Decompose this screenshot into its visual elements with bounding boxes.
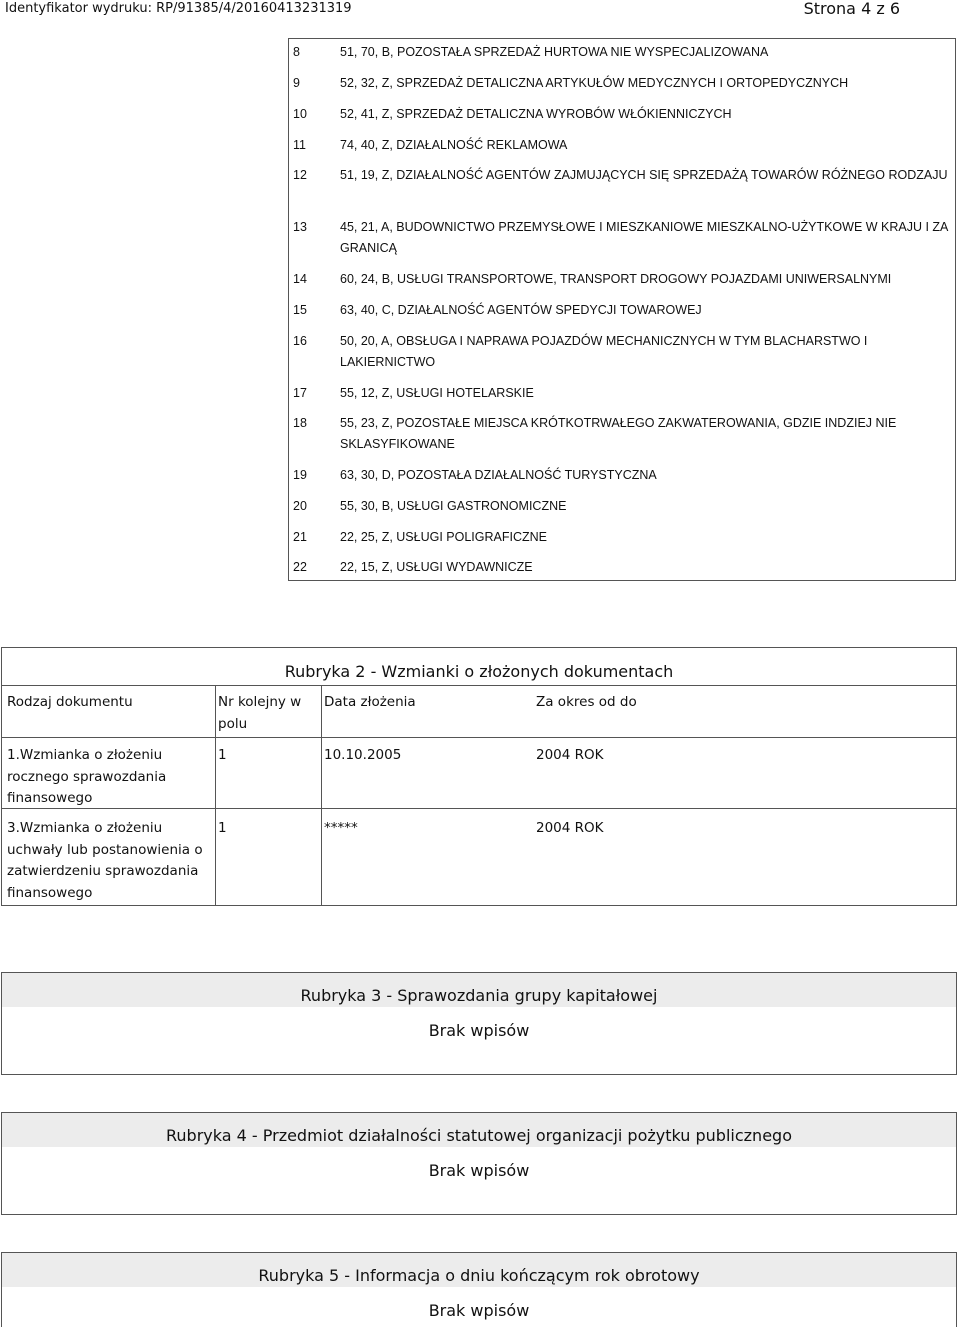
row-number: 22 xyxy=(293,560,307,574)
activity-table xyxy=(288,38,956,581)
activity-text: 45, 21, A, BUDOWNICTWO PRZEMYSŁOWE I MIESZKANIOWE MIESZKALNO-UŻYTKOWE W KRAJU I ZA GRANICĄ xyxy=(340,220,948,255)
page-header xyxy=(0,0,960,18)
empty-message: Brak wpisów xyxy=(428,1161,530,1180)
section-title: Rubryka 5 - Informacja o dniu kończącym rok obrotowy xyxy=(258,1266,700,1285)
section-title: Rubryka 2 - Wzmianki o złożonych dokumentach xyxy=(284,662,674,681)
activity-text: 52, 32, Z, SPRZEDAŻ DETALICZNA ARTYKUŁÓW MEDYCZNYCH I ORTOPEDYCZNYCH xyxy=(340,76,849,90)
row-number: 14 xyxy=(293,272,307,286)
period: 2004 ROK xyxy=(536,747,604,763)
activity-text: 22, 15, Z, USŁUGI WYDAWNICZE xyxy=(340,560,533,574)
page-number: Strona 4 z 6 xyxy=(803,0,900,18)
row-number: 12 xyxy=(293,168,307,182)
row-number: 21 xyxy=(293,530,307,544)
divider xyxy=(2,737,956,738)
divider xyxy=(321,685,322,905)
submission-date: ***** xyxy=(324,820,358,836)
activity-text: 63, 40, C, DZIAŁALNOŚĆ AGENTÓW SPEDYCJI TOWAROWEJ xyxy=(340,303,702,317)
activity-text: 51, 19, Z, DZIAŁALNOŚĆ AGENTÓW ZAJMUJĄCYCH SIĘ SPRZEDAŻĄ TOWARÓW RÓŻNEGO RODZAJU xyxy=(340,168,948,182)
section-rubryka-5 xyxy=(1,1252,957,1327)
activity-text: 74, 40, Z, DZIAŁALNOŚĆ REKLAMOWA xyxy=(340,138,568,152)
activity-text: 22, 25, Z, USŁUGI POLIGRAFICZNE xyxy=(340,530,548,544)
column-header-doc-type: Rodzaj dokumentu xyxy=(7,694,133,710)
activity-text: 55, 23, Z, POZOSTAŁE MIEJSCA KRÓTKOTRWAŁEGO ZAKWATEROWANIA, GDZIE INDZIEJ NIE SKLASYFIKOWANE xyxy=(340,416,897,451)
submission-date: 10.10.2005 xyxy=(324,747,402,763)
row-number: 15 xyxy=(293,303,307,317)
field-number: 1 xyxy=(218,747,227,763)
section-rubryka-3 xyxy=(1,972,957,1075)
activity-text: 55, 12, Z, USŁUGI HOTELARSKIE xyxy=(340,386,534,400)
activity-text: 51, 70, B, POZOSTAŁA SPRZEDAŻ HURTOWA NIE WYSPECJALIZOWANA xyxy=(340,45,769,59)
row-number: 18 xyxy=(293,416,307,430)
row-number: 17 xyxy=(293,386,307,400)
row-number: 20 xyxy=(293,499,307,513)
column-header-field-no: Nr kolejny w polu xyxy=(218,694,302,732)
divider xyxy=(215,685,216,905)
empty-message: Brak wpisów xyxy=(428,1301,530,1320)
row-number: 19 xyxy=(293,468,307,482)
activity-text: 52, 41, Z, SPRZEDAŻ DETALICZNA WYROBÓW WŁÓKIENNICZYCH xyxy=(340,107,732,121)
section-title: Rubryka 4 - Przedmiot działalności statutowej organizacji pożytku publicznego xyxy=(166,1126,792,1145)
row-number: 11 xyxy=(293,138,306,152)
period: 2004 ROK xyxy=(536,820,604,836)
row-number: 9 xyxy=(293,76,300,90)
section-rubryka-2 xyxy=(1,647,957,906)
row-number: 10 xyxy=(293,107,307,121)
row-number: 16 xyxy=(293,334,307,348)
row-number: 13 xyxy=(293,220,307,234)
column-header-period: Za okres od do xyxy=(536,694,637,710)
activity-text: 63, 30, D, POZOSTAŁA DZIAŁALNOŚĆ TURYSTYCZNA xyxy=(340,468,657,482)
activity-text: 50, 20, A, OBSŁUGA I NAPRAWA POJAZDÓW MECHANICZNYCH W TYM BLACHARSTWO I LAKIERNICTWO xyxy=(340,334,868,369)
activity-text: 55, 30, B, USŁUGI GASTRONOMICZNE xyxy=(340,499,567,513)
divider xyxy=(2,685,956,686)
document-type: 1.Wzmianka o złożeniu rocznego sprawozdania finansowego xyxy=(7,747,167,806)
print-identifier: Identyfikator wydruku: RP/91385/4/20160413231319 xyxy=(5,1,352,16)
section-title: Rubryka 3 - Sprawozdania grupy kapitałowej xyxy=(300,986,658,1005)
row-number: 8 xyxy=(293,45,300,59)
empty-message: Brak wpisów xyxy=(428,1021,530,1040)
field-number: 1 xyxy=(218,820,227,836)
document-type: 3.Wzmianka o złożeniu uchwały lub postanowienia o zatwierdzeniu sprawozdania finansowego xyxy=(7,820,203,901)
activity-text: 60, 24, B, USŁUGI TRANSPORTOWE, TRANSPORT DROGOWY POJAZDAMI UNIWERSALNYMI xyxy=(340,272,892,286)
section-rubryka-4 xyxy=(1,1112,957,1215)
column-header-date: Data złożenia xyxy=(324,694,416,710)
